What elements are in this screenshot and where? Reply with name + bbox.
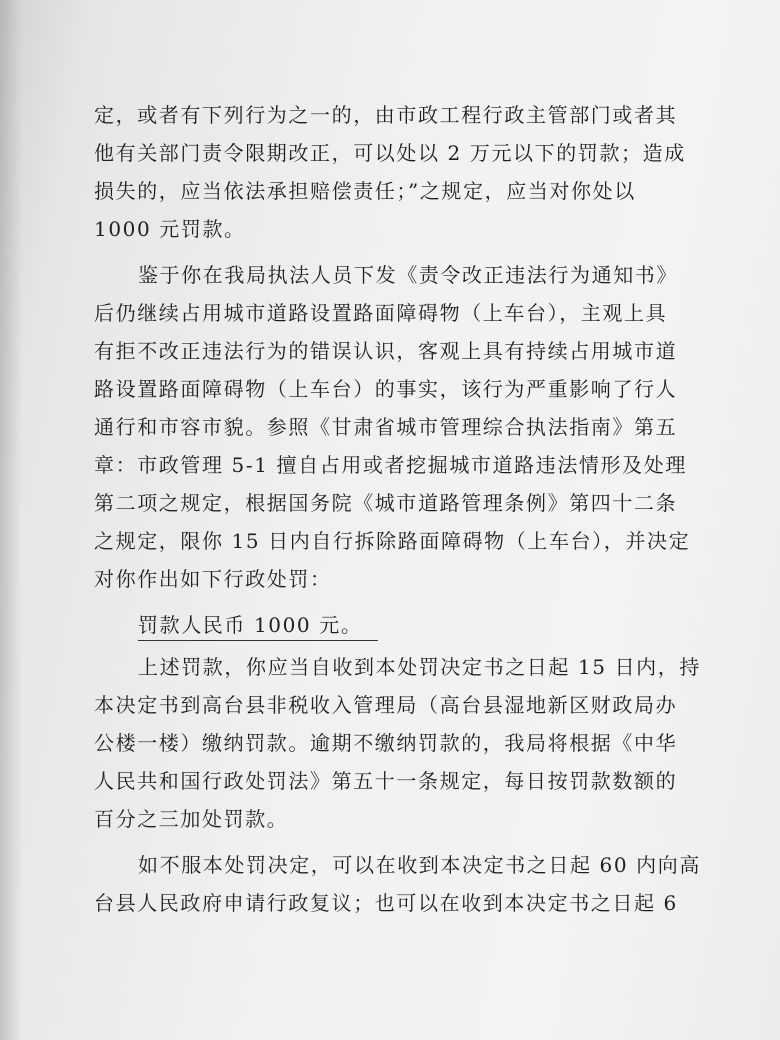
- text-line: 百分之三加处罚款。: [94, 807, 289, 831]
- paragraph-appeal-rights: [94, 846, 744, 922]
- text-line: 鉴于你在我局执法人员下发《责令改正违法行为通知书》: [138, 263, 678, 287]
- paragraph-penalty-basis: [94, 96, 744, 248]
- paragraph-payment-instructions: [94, 648, 744, 838]
- paragraph-aggravating-facts: [94, 256, 744, 598]
- text-line: 本决定书到高台县非税收入管理局（高台县湿地新区财政局办: [94, 693, 678, 717]
- text-line: 定，或者有下列行为之一的，由市政工程行政主管部门或者其: [94, 103, 678, 127]
- fine-amount: 罚款人民币 1000 元。: [138, 610, 378, 641]
- document-body: [94, 96, 744, 925]
- fine-amount-line: [94, 606, 744, 644]
- text-line: 路设置路面障碍物（上车台）的事实，该行为严重影响了行人: [94, 377, 678, 401]
- text-line: 人民共和国行政处罚法》第五十一条规定，每日按罚款数额的: [94, 769, 678, 793]
- text-line: 对你作出如下行政处罚：: [94, 567, 332, 591]
- text-line: 之规定，限你 15 日内自行拆除路面障碍物（上车台），并决定: [94, 529, 691, 553]
- text-line: 1000 元罚款。: [94, 217, 246, 241]
- text-line: 损失的，应当依法承担赔偿责任；”之规定，应当对你处以: [94, 179, 636, 203]
- text-line: 章：市政管理 5-1 擅自占用或者挖掘城市道路违法情形及处理: [94, 453, 687, 477]
- text-line: 第二项之规定，根据国务院《城市道路管理条例》第四十二条: [94, 491, 678, 515]
- text-line: 如不服本处罚决定，可以在收到本决定书之日起 60 内向高: [138, 853, 701, 877]
- page-edge-shadow: [0, 0, 22, 1040]
- text-line: 后仍继续占用城市道路设置路面障碍物（上车台），主观上具: [94, 301, 668, 325]
- text-line: 上述罚款，你应当自收到本处罚决定书之日起 15 日内，持: [138, 655, 701, 679]
- text-line: 他有关部门责令限期改正，可以处以 2 万元以下的罚款；造成: [94, 141, 686, 165]
- text-line: 通行和市容市貌。参照《甘肃省城市管理综合执法指南》第五: [94, 415, 678, 439]
- text-line: 台县人民政府申请行政复议；也可以在收到本决定书之日起 6: [94, 891, 678, 915]
- text-line: 公楼一楼）缴纳罚款。逾期不缴纳罚款的，我局将根据《中华: [94, 731, 678, 755]
- text-line: 有拒不改正违法行为的错误认识，客观上具有持续占用城市道: [94, 339, 678, 363]
